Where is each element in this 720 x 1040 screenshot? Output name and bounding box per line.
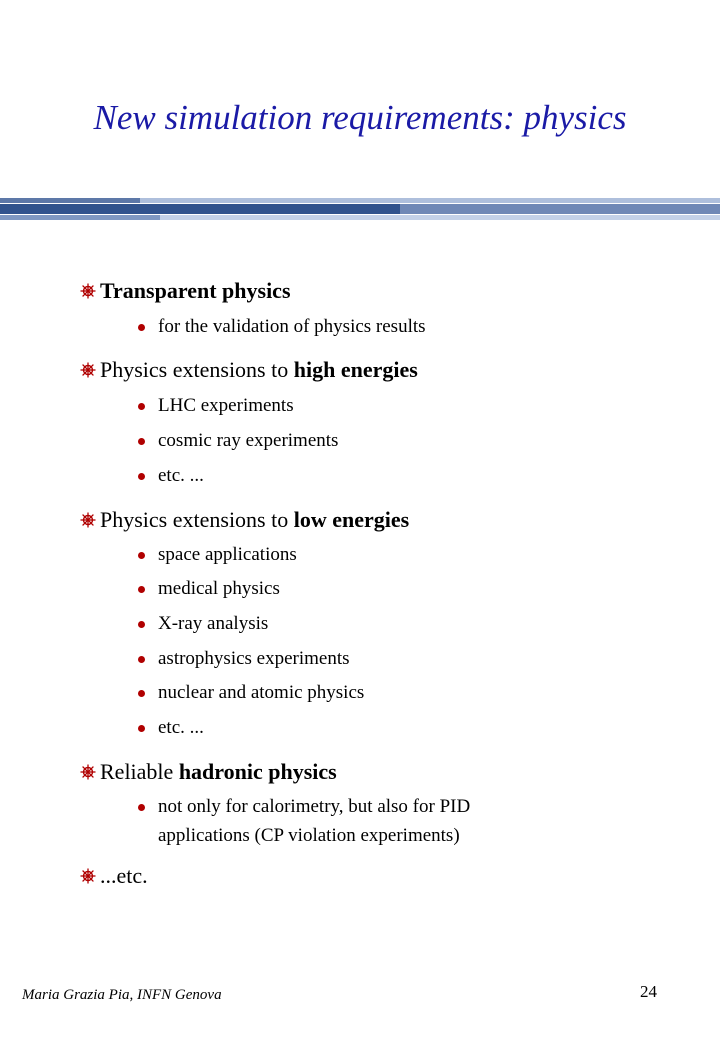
dot-icon xyxy=(138,586,145,593)
ship-wheel-icon xyxy=(80,512,96,528)
dot-icon xyxy=(138,804,145,811)
dot-icon xyxy=(138,690,145,697)
page-number: 24 xyxy=(640,982,657,1001)
bullet-text: Transparent physics xyxy=(100,278,291,303)
bullet-text: Reliable hadronic physics xyxy=(100,759,337,784)
ship-wheel-icon xyxy=(80,362,96,378)
bullet-text: Physics extensions to low energies xyxy=(100,507,410,532)
dot-icon xyxy=(138,552,145,559)
title-divider xyxy=(0,198,720,224)
dot-icon xyxy=(138,403,145,410)
dot-icon xyxy=(138,725,145,732)
bullet-text: Physics extensions to high energies xyxy=(100,357,418,382)
footer-author: Maria Grazia Pia, INFN Genova xyxy=(22,987,222,1003)
dot-icon xyxy=(138,324,145,331)
dot-icon xyxy=(138,656,145,663)
bullet-text: ...etc. xyxy=(100,863,148,888)
dot-icon xyxy=(138,438,145,445)
ship-wheel-icon xyxy=(80,868,96,884)
ship-wheel-icon xyxy=(80,283,96,299)
dot-icon xyxy=(138,621,145,628)
ship-wheel-icon xyxy=(80,764,96,780)
slide-title: New simulation requirements: physics xyxy=(93,98,627,137)
dot-icon xyxy=(138,473,145,480)
